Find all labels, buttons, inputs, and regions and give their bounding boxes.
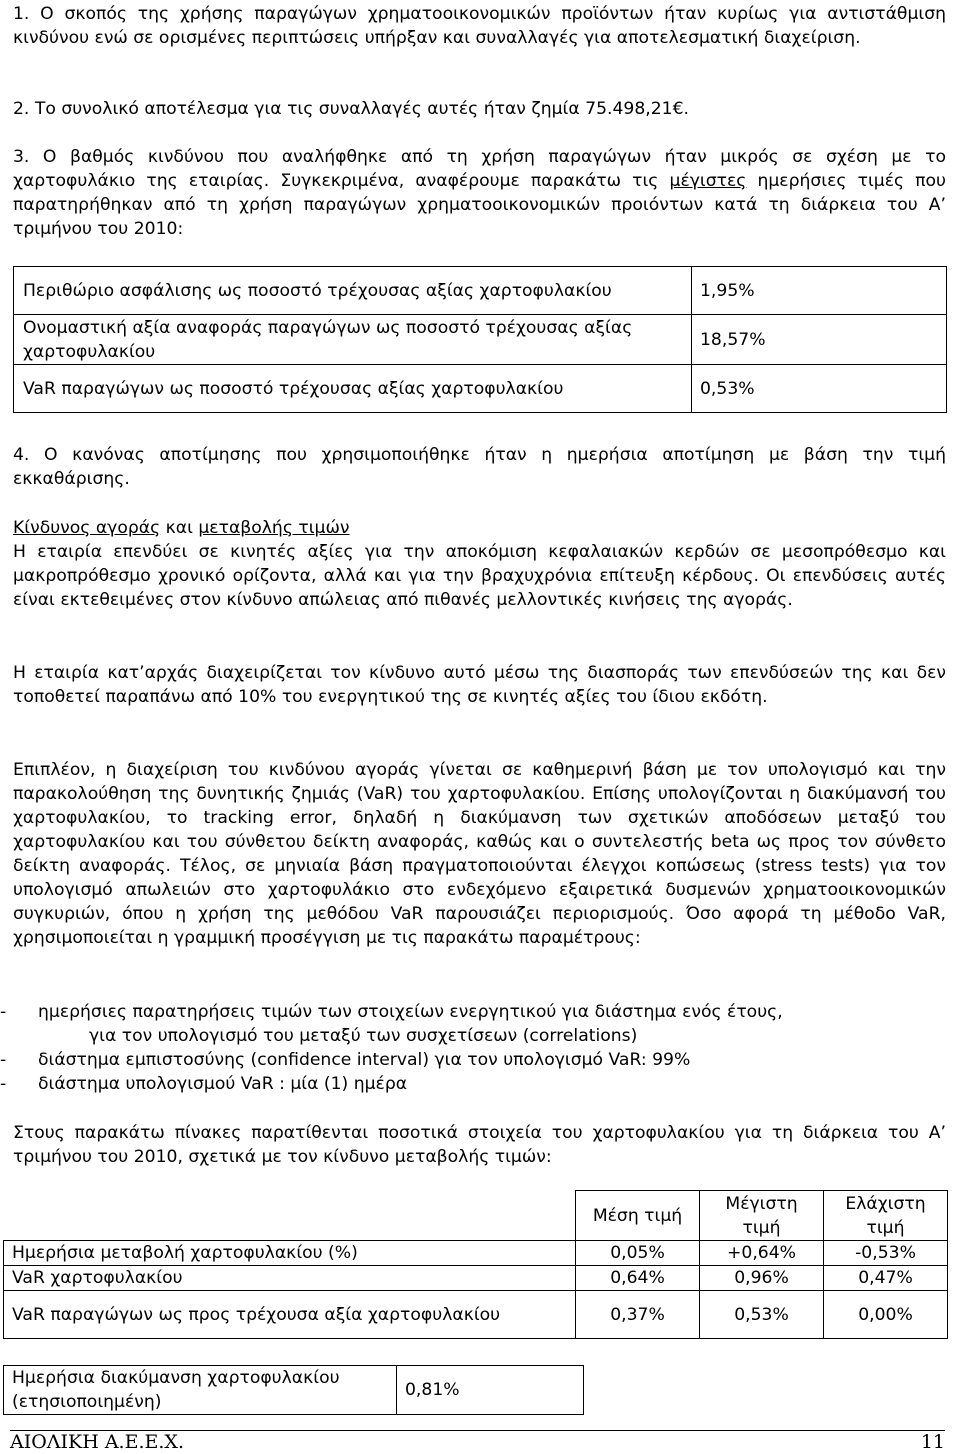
table-cell-max: +0,64% [700, 1241, 824, 1266]
table-cell-label: Ημερήσια διακύμανση χαρτοφυλακίου (ετησιοποιημένη) [4, 1366, 397, 1415]
paragraph-2: Η εταιρία κατ’αρχάς διαχειρίζεται τον κίνδυνο αυτό μέσω της διασποράς των επενδύσεών της και δεν τοποθετεί παραπάνω από 10% του ενεργητικού της σε κινητές αξίες του ίδιου εκδότη. [13, 663, 946, 707]
table-row [14, 315, 947, 365]
list-item-continuation: για τον υπολογισμό του μεταξύ των συσχετίσεων (correlations) [89, 1026, 638, 1046]
list-item-text: διάστημα εμπιστοσύνης (confidence interval) για τον υπολογισμό VaR: 99% [38, 1050, 691, 1070]
table-cell-label: VaR χαρτοφυλακίου [4, 1266, 576, 1291]
item-3 [13, 145, 946, 241]
list-item-text: διάστημα υπολογισμού VaR : μία (1) ημέρα [38, 1074, 408, 1094]
table-cell-value: 0,53% [692, 365, 947, 413]
table-cell-value: 1,95% [692, 267, 947, 315]
table-header-max: Μέγιστη τιμή [700, 1191, 824, 1241]
table-cell-mean: 0,64% [576, 1266, 700, 1291]
list-dash: - [0, 1074, 7, 1094]
list-item [0, 1000, 783, 1024]
table-cell-max: 0,53% [700, 1291, 824, 1339]
volatility-table [3, 1365, 584, 1415]
list-dash: - [0, 1002, 7, 1022]
table-cell-label: Περιθώριο ασφάλισης ως ποσοστό τρέχουσας αξίας χαρτοφυλακίου [14, 267, 692, 315]
heading-part-a: Κίνδυνος αγοράς [13, 518, 161, 538]
table-header-row [4, 1191, 948, 1241]
paragraph-1: Η εταιρία επενδύει σε κινητές αξίες για την αποκόμιση κεφαλαιακών κερδών σε μεσοπρόθεσμο και μακροπρόθεσμο χρονικό ορίζοντα, αλλά και για την βραχυχρόνια επίτευξη κέρδους. Οι επενδύσεις αυτές είναι εκτεθειμένες στον κίνδυνο απώλειας από πιθανές μελλοντικές κινήσεις της αγοράς. [13, 542, 946, 610]
list-item [0, 1048, 691, 1072]
heading-conjunction: και [160, 518, 199, 538]
page-number: 11 [920, 1431, 945, 1453]
table-cell-min: -0,53% [824, 1241, 948, 1266]
table-header-min: Ελάχιστη τιμή [824, 1191, 948, 1241]
paragraph-4: Στους παρακάτω πίνακες παρατίθενται ποσοτικά στοιχεία του χαρτοφυλακίου για τη διάρκεια του Α’ τριμήνου του 2010, σχετικά με τον κίνδυνο μεταβολής τιμών: [13, 1123, 946, 1167]
table-cell-label: Ονομαστική αξία αναφοράς παραγώγων ως ποσοστό τρέχουσας αξίας χαρτοφυλακίου [14, 315, 692, 365]
table-row [4, 1241, 948, 1266]
heading-part-b: μεταβολής τιμών [198, 518, 350, 538]
table-cell-mean: 0,37% [576, 1291, 700, 1339]
item-2: 2. Το συνολικό αποτέλεσμα για τις συναλλαγές αυτές ήταν ζημία 75.498,21€. [13, 99, 690, 119]
table-cell-label: Ημερήσια μεταβολή χαρτοφυλακίου (%) [4, 1241, 576, 1266]
table-row [4, 1266, 948, 1291]
section-heading [13, 516, 946, 540]
paragraph-3: Επιπλέον, η διαχείριση του κινδύνου αγοράς γίνεται σε καθημερινή βάση με τον υπολογισμό και την παρακολούθηση της δυνητικής ζημιάς (VaR) του χαρτοφυλακίου. Επίσης υπολογίζονται η διακύμανσή του χαρτοφυλακίου, το tracking error, δηλαδή η διακύμανση των σχετικών αποδόσεων μεταξύ του χαρτοφυλακίου και του σύνθετου δείκτη αναφοράς, καθώς και ο συντελεστής beta ως προς τον σύνθετο δείκτη αναφοράς. Τέλος, σε μηνιαία βάση πραγματοποιούνται έλεγχοι κοπώσεως (stress tests) για τον υπολογισμό απωλειών στο χαρτοφυλάκιο στο ενδεχόμενο εξαιρετικά δυσμενών χρηματοοικονομικών συγκυριών, όπου η χρήση της μεθόδου VaR παρουσιάζει περιορισμούς. Όσο αφορά τη μέθοδο VaR, χρησιμοποιείται η γραμμική προσέγγιση με τις παρακάτω παραμέτρους: [13, 760, 946, 948]
derivatives-table [13, 266, 947, 413]
item-3-text-b: ημερήσιες τιμές που παρατηρήθηκαν από τη χρήση παραγώγων χρηματοοικονομικών προιόντων κατά τη διάρκεια του Α’ τριμήνου του 2010: [13, 171, 946, 239]
list-dash: - [0, 1050, 7, 1070]
item-4: 4. Ο κανόνας αποτίμησης που χρησιμοποιήθηκε ήταν η ημερήσια αποτίμηση με βάση την τιμή εκκαθάρισης. [13, 445, 946, 489]
table-row [14, 267, 947, 315]
page-footer [10, 1430, 945, 1454]
item-3-text-a: 3. Ο βαθμός κινδύνου που αναλήφθηκε από τη χρήση παραγώγων ήταν μικρός σε σχέση με το χαρτοφυλάκιο της εταιρίας. Συγκεκριμένα, αναφέρουμε παρακάτω τις [13, 147, 946, 191]
stats-table [3, 1190, 948, 1339]
table-cell-min: 0,00% [824, 1291, 948, 1339]
table-cell-value: 0,81% [397, 1366, 584, 1415]
table-row [4, 1291, 948, 1339]
table-cell-value: 18,57% [692, 315, 947, 365]
table-row [4, 1366, 584, 1415]
table-row [14, 365, 947, 413]
table-header-blank [4, 1191, 576, 1241]
list-item [0, 1072, 408, 1096]
table-cell-mean: 0,05% [576, 1241, 700, 1266]
list-item-text: ημερήσιες παρατηρήσεις τιμών των στοιχείων ενεργητικού για διάστημα ενός έτους, [38, 1002, 783, 1022]
item-3-underlined: μέγιστες [669, 171, 747, 191]
table-cell-label: VaR παραγώγων ως ποσοστό τρέχουσας αξίας χαρτοφυλακίου [14, 365, 692, 413]
table-header-mean: Μέση τιμή [576, 1191, 700, 1241]
table-cell-max: 0,96% [700, 1266, 824, 1291]
footer-company: ΑΙΟΛΙΚΗ Α.Ε.Ε.Χ. [10, 1431, 184, 1453]
table-cell-label: VaR παραγώγων ως προς τρέχουσα αξία χαρτοφυλακίου [4, 1291, 576, 1339]
item-1: 1. Ο σκοπός της χρήσης παραγώγων χρηματοοικονομικών προϊόντων ήταν κυρίως για αντιστάθμιση κινδύνου ενώ σε ορισμένες περιπτώσεις υπήρξαν και συναλλαγές για αποτελεσματική διαχείριση. [13, 4, 946, 48]
table-cell-min: 0,47% [824, 1266, 948, 1291]
